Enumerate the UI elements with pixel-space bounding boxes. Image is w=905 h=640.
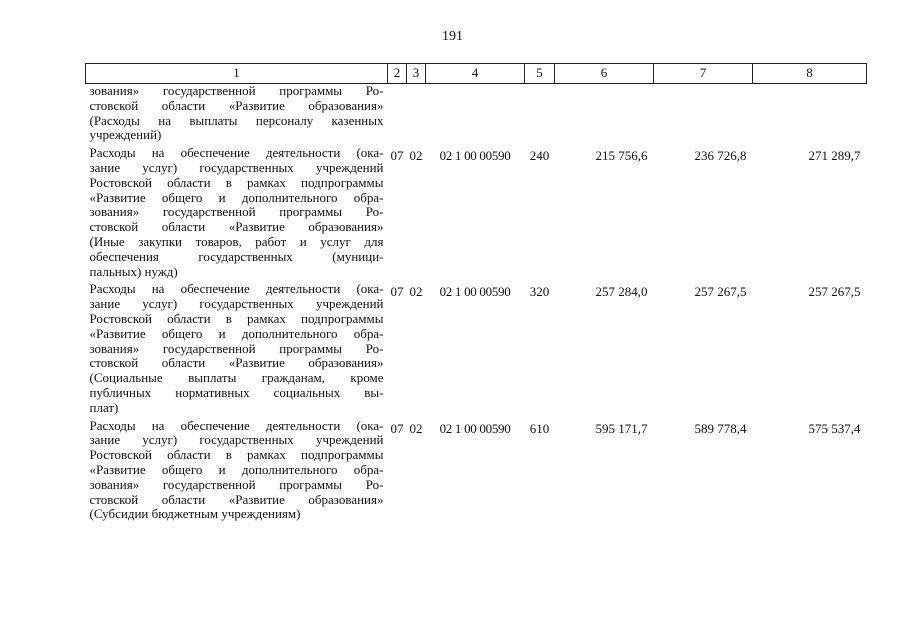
cell-subsection: 02 bbox=[409, 148, 423, 164]
description-line: «Развитие общего и дополнительного обра- bbox=[89, 461, 384, 477]
description-line: (Иные закупки товаров, работ и услуг для bbox=[89, 233, 384, 249]
description-line: плат) bbox=[89, 399, 119, 415]
description-line: «Развитие общего и дополнительного обра- bbox=[89, 325, 384, 341]
budget-table bbox=[85, 63, 867, 522]
description-line: Ростовской области в рамках подпрограммы bbox=[89, 174, 384, 190]
cell-expense-type: 320 bbox=[529, 284, 550, 300]
description-line: (Расходы на выплаты персоналу казенных bbox=[89, 112, 384, 128]
cell-amount-year3: 257 267,5 bbox=[808, 284, 861, 300]
description-line: зание услуг) государственных учреждений bbox=[89, 159, 384, 175]
description-line: зования» государственной программы Ро- bbox=[89, 476, 384, 492]
cell-target-article: 02 1 00 00590 bbox=[439, 148, 511, 164]
description-line: стовской области «Развитие образования» bbox=[89, 97, 384, 113]
cell-section: 07 bbox=[390, 420, 404, 436]
cell-amount-year2: 257 267,5 bbox=[694, 284, 747, 300]
table-row bbox=[86, 84, 867, 144]
cell-amount-year1: 215 756,6 bbox=[595, 148, 648, 164]
description-line: учреждений) bbox=[89, 127, 162, 143]
description-line: зание услуг) государственных учреждений bbox=[89, 296, 384, 312]
description-line: зание услуг) государственных учреждений bbox=[89, 432, 384, 448]
cell-target-article bbox=[426, 84, 525, 144]
page-number: 191 bbox=[442, 29, 463, 44]
cell-amount-year1: 257 284,0 bbox=[595, 284, 648, 300]
cell-section: 07 bbox=[390, 148, 404, 164]
description-line: зования» государственной программы Ро- bbox=[89, 340, 384, 356]
cell-section bbox=[388, 84, 407, 144]
column-header: 6 bbox=[555, 64, 654, 84]
cell-section: 07 bbox=[390, 284, 404, 300]
cell-target-article: 02 1 00 00590 bbox=[439, 284, 511, 300]
description-line: пальных) нужд) bbox=[89, 263, 178, 279]
cell-amount-year1 bbox=[555, 84, 654, 144]
table-row bbox=[86, 419, 867, 523]
description-line: Расходы на обеспечение деятельности (ока- bbox=[89, 145, 384, 161]
table-row bbox=[86, 282, 867, 415]
cell-subsection: 02 bbox=[409, 420, 423, 436]
description-line: зования» государственной программы Ро- bbox=[89, 204, 384, 220]
cell-expense-type: 240 bbox=[529, 148, 550, 164]
column-header: 1 bbox=[86, 64, 388, 84]
column-header: 7 bbox=[654, 64, 753, 84]
cell-expense-type: 610 bbox=[529, 420, 550, 436]
description-line: Ростовской области в рамках подпрограммы bbox=[89, 447, 384, 463]
cell-subsection bbox=[407, 84, 426, 144]
cell-subsection: 02 bbox=[409, 284, 423, 300]
column-header: 4 bbox=[426, 64, 525, 84]
cell-target-article: 02 1 00 00590 bbox=[439, 420, 511, 436]
column-header: 8 bbox=[753, 64, 867, 84]
description-line: зования» государственной программы Ро- bbox=[89, 83, 384, 98]
description-line: (Социальные выплаты гражданам, кроме bbox=[89, 370, 384, 386]
cell-expense-type bbox=[525, 84, 555, 144]
cell-description bbox=[86, 84, 388, 144]
cell-description bbox=[86, 282, 388, 415]
description-line: (Субсидии бюджетным учреждениям) bbox=[89, 506, 301, 522]
description-line: Расходы на обеспечение деятельности (ока- bbox=[89, 417, 384, 433]
description-line: стовской области «Развитие образования» bbox=[89, 491, 384, 507]
table-row bbox=[86, 146, 867, 279]
description-line: Расходы на обеспечение деятельности (ока- bbox=[89, 281, 384, 297]
description-line: стовской области «Развитие образования» bbox=[89, 219, 384, 235]
cell-amount-year1: 595 171,7 bbox=[595, 420, 648, 436]
cell-amount-year3: 271 289,7 bbox=[808, 148, 861, 164]
cell-amount-year2: 236 726,8 bbox=[694, 148, 747, 164]
column-header: 2 bbox=[388, 64, 407, 84]
column-header: 5 bbox=[525, 64, 555, 84]
table-body bbox=[86, 84, 867, 523]
header-row bbox=[86, 64, 867, 84]
column-header: 3 bbox=[407, 64, 426, 84]
description-line: Ростовской области в рамках подпрограммы bbox=[89, 310, 384, 326]
cell-amount-year3 bbox=[753, 84, 867, 144]
description-line: публичных нормативных социальных вы- bbox=[89, 384, 384, 400]
description-line: «Развитие общего и дополнительного обра- bbox=[89, 189, 384, 205]
cell-description bbox=[86, 419, 388, 523]
cell-amount-year3: 575 537,4 bbox=[808, 420, 861, 436]
cell-amount-year2: 589 778,4 bbox=[694, 420, 747, 436]
description-line: стовской области «Развитие образования» bbox=[89, 355, 384, 371]
cell-amount-year2 bbox=[654, 84, 753, 144]
description-line: обеспечения государственных (муници- bbox=[89, 248, 384, 264]
cell-description bbox=[86, 146, 388, 279]
